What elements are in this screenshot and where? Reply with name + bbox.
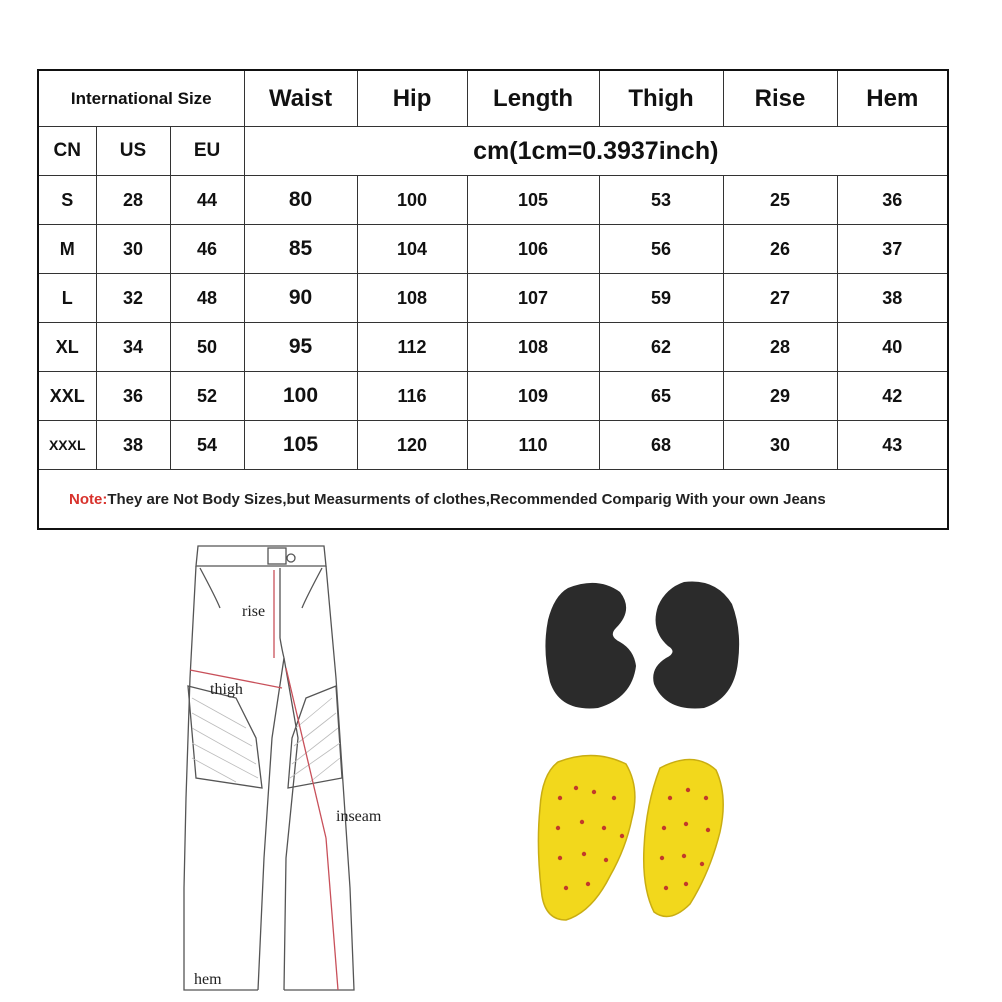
- hem-header: Hem: [837, 70, 948, 127]
- us-size-cell: 32: [96, 274, 170, 323]
- hip-cell: 108: [357, 274, 467, 323]
- international-size-header: International Size: [38, 70, 244, 127]
- length-cell: 107: [467, 274, 599, 323]
- length-cell: 110: [467, 421, 599, 470]
- hem-cell: 43: [837, 421, 948, 470]
- rise-cell: 27: [723, 274, 837, 323]
- thigh-cell: 68: [599, 421, 723, 470]
- rise-cell: 30: [723, 421, 837, 470]
- waist-cell: 100: [244, 372, 357, 421]
- us-size-cell: 28: [96, 176, 170, 225]
- hip-header: Hip: [357, 70, 467, 127]
- us-size-cell: 38: [96, 421, 170, 470]
- table-row: [38, 225, 948, 274]
- us-size-cell: 36: [96, 372, 170, 421]
- length-header: Length: [467, 70, 599, 127]
- eu-size-cell: 52: [170, 372, 244, 421]
- left-foam-pad: [545, 583, 636, 709]
- eu-size-cell: 46: [170, 225, 244, 274]
- length-cell: 105: [467, 176, 599, 225]
- cn-header: CN: [38, 127, 96, 176]
- eu-size-cell: 48: [170, 274, 244, 323]
- note-label: Note:: [69, 490, 108, 508]
- waist-header: Waist: [244, 70, 357, 127]
- hip-cell: 116: [357, 372, 467, 421]
- eu-size-cell: 50: [170, 323, 244, 372]
- rise-cell: 26: [723, 225, 837, 274]
- table-row: [38, 176, 948, 225]
- waist-cell: 105: [244, 421, 357, 470]
- thigh-cell: 65: [599, 372, 723, 421]
- waist-cell: 85: [244, 225, 357, 274]
- right-foam-pad: [653, 581, 739, 708]
- hem-cell: 40: [837, 323, 948, 372]
- thigh-cell: 53: [599, 176, 723, 225]
- right-knee-pad: [644, 759, 723, 916]
- eu-header: EU: [170, 127, 244, 176]
- yellow-knee-pads: [530, 748, 740, 928]
- cn-size-cell: M: [38, 225, 96, 274]
- header-row: [38, 70, 948, 127]
- length-cell: 106: [467, 225, 599, 274]
- rise-header: Rise: [723, 70, 837, 127]
- note-text: They are Not Body Sizes,but Measurments of clothes,Recommended Comparig With your own Jeans: [107, 490, 826, 508]
- cn-size-cell: S: [38, 176, 96, 225]
- foam-hip-pads: [538, 570, 748, 720]
- hip-cell: 104: [357, 225, 467, 274]
- length-cell: 108: [467, 323, 599, 372]
- size-chart-table: [37, 69, 949, 530]
- hem-cell: 38: [837, 274, 948, 323]
- left-knee-pad: [538, 755, 635, 920]
- rise-cell: 29: [723, 372, 837, 421]
- rise-cell: 25: [723, 176, 837, 225]
- rise-cell: 28: [723, 323, 837, 372]
- table-row: [38, 274, 948, 323]
- table-row: [38, 421, 948, 470]
- thigh-cell: 62: [599, 323, 723, 372]
- inseam-label: inseam: [336, 808, 382, 825]
- hem-cell: 37: [837, 225, 948, 274]
- table-row: [38, 372, 948, 421]
- knee-panel-hatching: [192, 698, 340, 782]
- waist-cell: 90: [244, 274, 357, 323]
- hip-cell: 100: [357, 176, 467, 225]
- us-size-cell: 34: [96, 323, 170, 372]
- thigh-cell: 59: [599, 274, 723, 323]
- cn-size-cell: L: [38, 274, 96, 323]
- table-row: [38, 323, 948, 372]
- cn-size-cell: XXXL: [38, 421, 96, 470]
- note-row: [38, 470, 948, 530]
- eu-size-cell: 54: [170, 421, 244, 470]
- thigh-label: thigh: [210, 681, 243, 698]
- hem-cell: 42: [837, 372, 948, 421]
- hem-label: hem: [194, 971, 222, 988]
- thigh-header: Thigh: [599, 70, 723, 127]
- rise-label: rise: [242, 603, 266, 620]
- length-cell: 109: [467, 372, 599, 421]
- thigh-cell: 56: [599, 225, 723, 274]
- cn-size-cell: XXL: [38, 372, 96, 421]
- waist-cell: 95: [244, 323, 357, 372]
- waist-cell: 80: [244, 176, 357, 225]
- pants-measurement-diagram: [176, 538, 421, 998]
- hip-cell: 112: [357, 323, 467, 372]
- hem-cell: 36: [837, 176, 948, 225]
- us-header: US: [96, 127, 170, 176]
- hip-cell: 120: [357, 421, 467, 470]
- unit-note: cm(1cm=0.3937inch): [244, 127, 948, 176]
- us-size-cell: 30: [96, 225, 170, 274]
- note-cell: [38, 470, 948, 530]
- subheader-row: [38, 127, 948, 176]
- eu-size-cell: 44: [170, 176, 244, 225]
- cn-size-cell: XL: [38, 323, 96, 372]
